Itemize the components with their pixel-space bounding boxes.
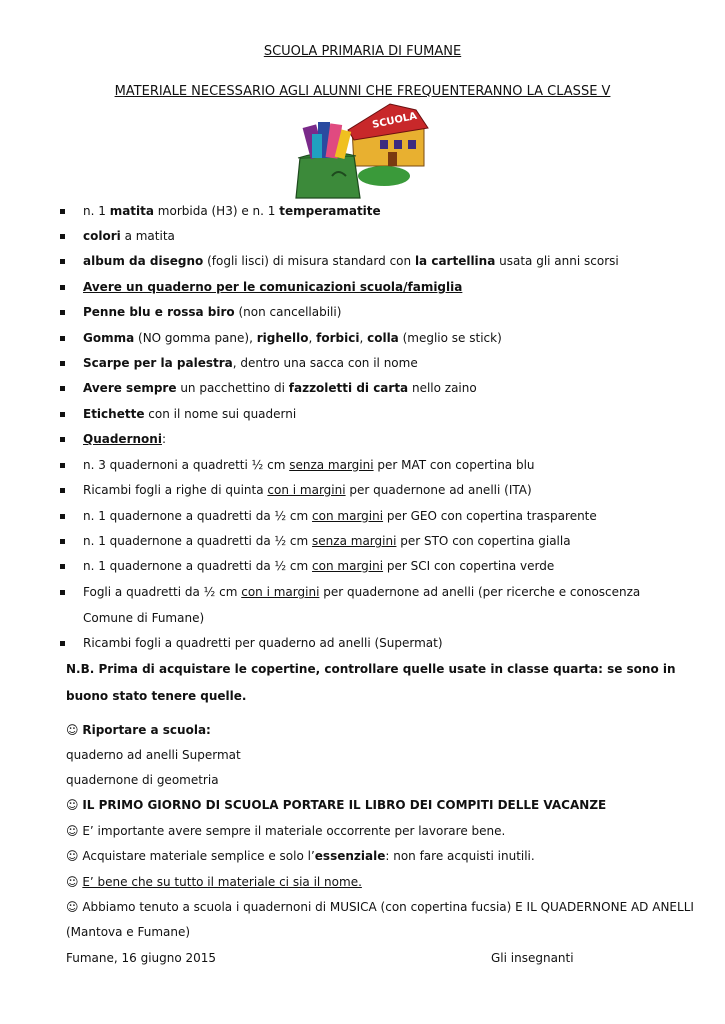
bullet-icon [60,336,65,341]
school-title: SCUOLA PRIMARIA DI FUMANE [263,44,462,59]
bullet-icon [60,361,65,366]
bullet-icon [60,488,65,493]
reminder-materials: ☺ E’ importante avere sempre il materiale occorrente per lavorare bene. [66,824,506,838]
smiley-icon: ☺ [66,875,79,889]
class-title: MATERIALE NECESSARIO AGLI ALUNNI CHE FREQUENTERANNO LA CLASSE V [114,84,611,99]
bring-heading: ☺ Riportare a scuola: [66,723,211,737]
signature: Gli insegnanti [491,951,574,965]
bullet-icon [60,259,65,264]
bullet-icon [60,564,65,569]
bullet-icon [60,590,65,595]
smiley-icon: ☺ [66,798,79,812]
reminder-names: ☺ E’ bene che su tutto il materiale ci sia il nome. [66,875,362,889]
bullet-icon [60,310,65,315]
place-date: Fumane, 16 giugno 2015 [66,951,217,965]
reminder-essentials: ☺ Acquistare materiale semplice e solo l’essenziale: non fare acquisti inutili. [66,849,535,863]
reminder-music: ☺ Abbiamo tenuto a scuola i quadernoni di MUSICA (con copertina fucsia) E IL QUADERNONE AD ANELLI (Mantova e Fumane) [66,900,694,939]
bullet-icon [60,386,65,391]
reminder-first-day: ☺ IL PRIMO GIORNO DI SCUOLA PORTARE IL LIBRO DEI COMPITI DELLE VACANZE [66,798,607,812]
illustration-label: SCUOLA [371,110,418,131]
bullet-icon [60,641,65,646]
bullet-icon [60,285,65,290]
bullet-icon [60,437,65,442]
cover-note: N.B. Prima di acquistare le copertine, controllare quelle usate in classe quarta: se sono in buono stato tenere quelle. [66,662,676,703]
bullet-icon [60,539,65,544]
smiley-icon: ☺ [66,900,79,914]
document-page: SCUOLA PRIMARIA DI FUMANE MATERIALE NECESSARIO AGLI ALUNNI CHE FREQUENTERANNO LA CLASSE V SCUOLA n. 1 matita morbida (H3) e n. 1 temperamatite colori a matita album da disegno (fogli lisci) di misura standard con la cartellina usata gli anni scorsi Avere un quaderno per le comunicazioni scuola/famiglia Penne blu e rossa biro (non cancellabili) Gomma (NO gomma pane), righello, forbici, colla (meglio se stick) Scarpe per la palestra, dentro una sacca con il nome Avere sempre un pacchettino di fazzoletti di carta nello zaino Etichette con il nome sui quaderni Quadernoni: n. 3 quadernoni a quadretti ½ cm senza margini per MAT con copertina blu Ricambi fogli a righe di quinta con i margini per quadernone ad anelli (ITA) n. 1 quadernone a quadretti da ½ cm con margini per GEO con copertina trasparente n. 1 quadernone a quadretti da ½ cm senza margini per STO con copertina gialla n. 1 quadernone a quadretti da ½ cm con margini per SCI con copertina verde Fogli a quadretti da ½ cm con i margini per quadernone ad anelli (per ricerche e conoscenza Comune di Fumane) Ricambi fogli a quadretti per quaderno ad anelli (Supermat) N.B. Prima di acquistare le copertine, controllare quelle usate in classe quarta: se sono in buono stato tenere quelle. ☺ Riportare a scuola: quaderno ad anelli Supermat quadernone di geometria ☺ IL PRIMO GIORNO DI SCUOLA PORTARE IL LIBRO DEI COMPITI DELLE VACANZE ☺ E’ importante avere sempre il materiale occorrente per lavorare bene. ☺ Acquistare materiale semplice e solo l’essenziale: non fare acquisti inutili. ☺ E’ bene che su tutto il materiale ci sia il nome. ☺ Abbiamo tenuto a scuola i quadernoni di MUSICA (con copertina fucsia) E IL QUADERNONE AD ANELLI (Mantova e Fumane) Fumane, 16 giugno 2015 Gli insegnanti [0,0,725,1024]
bullet-icon [60,209,65,214]
bring-item: quaderno ad anelli Supermat [66,748,241,762]
bullet-icon [60,234,65,239]
smiley-icon: ☺ [66,849,79,863]
smiley-icon: ☺ [66,723,79,737]
smiley-icon: ☺ [66,824,79,838]
bullet-icon [60,514,65,519]
bullet-icon [60,463,65,468]
bullet-icon [60,412,65,417]
school-bag-illustration [292,100,432,200]
bring-item: quadernone di geometria [66,773,219,787]
